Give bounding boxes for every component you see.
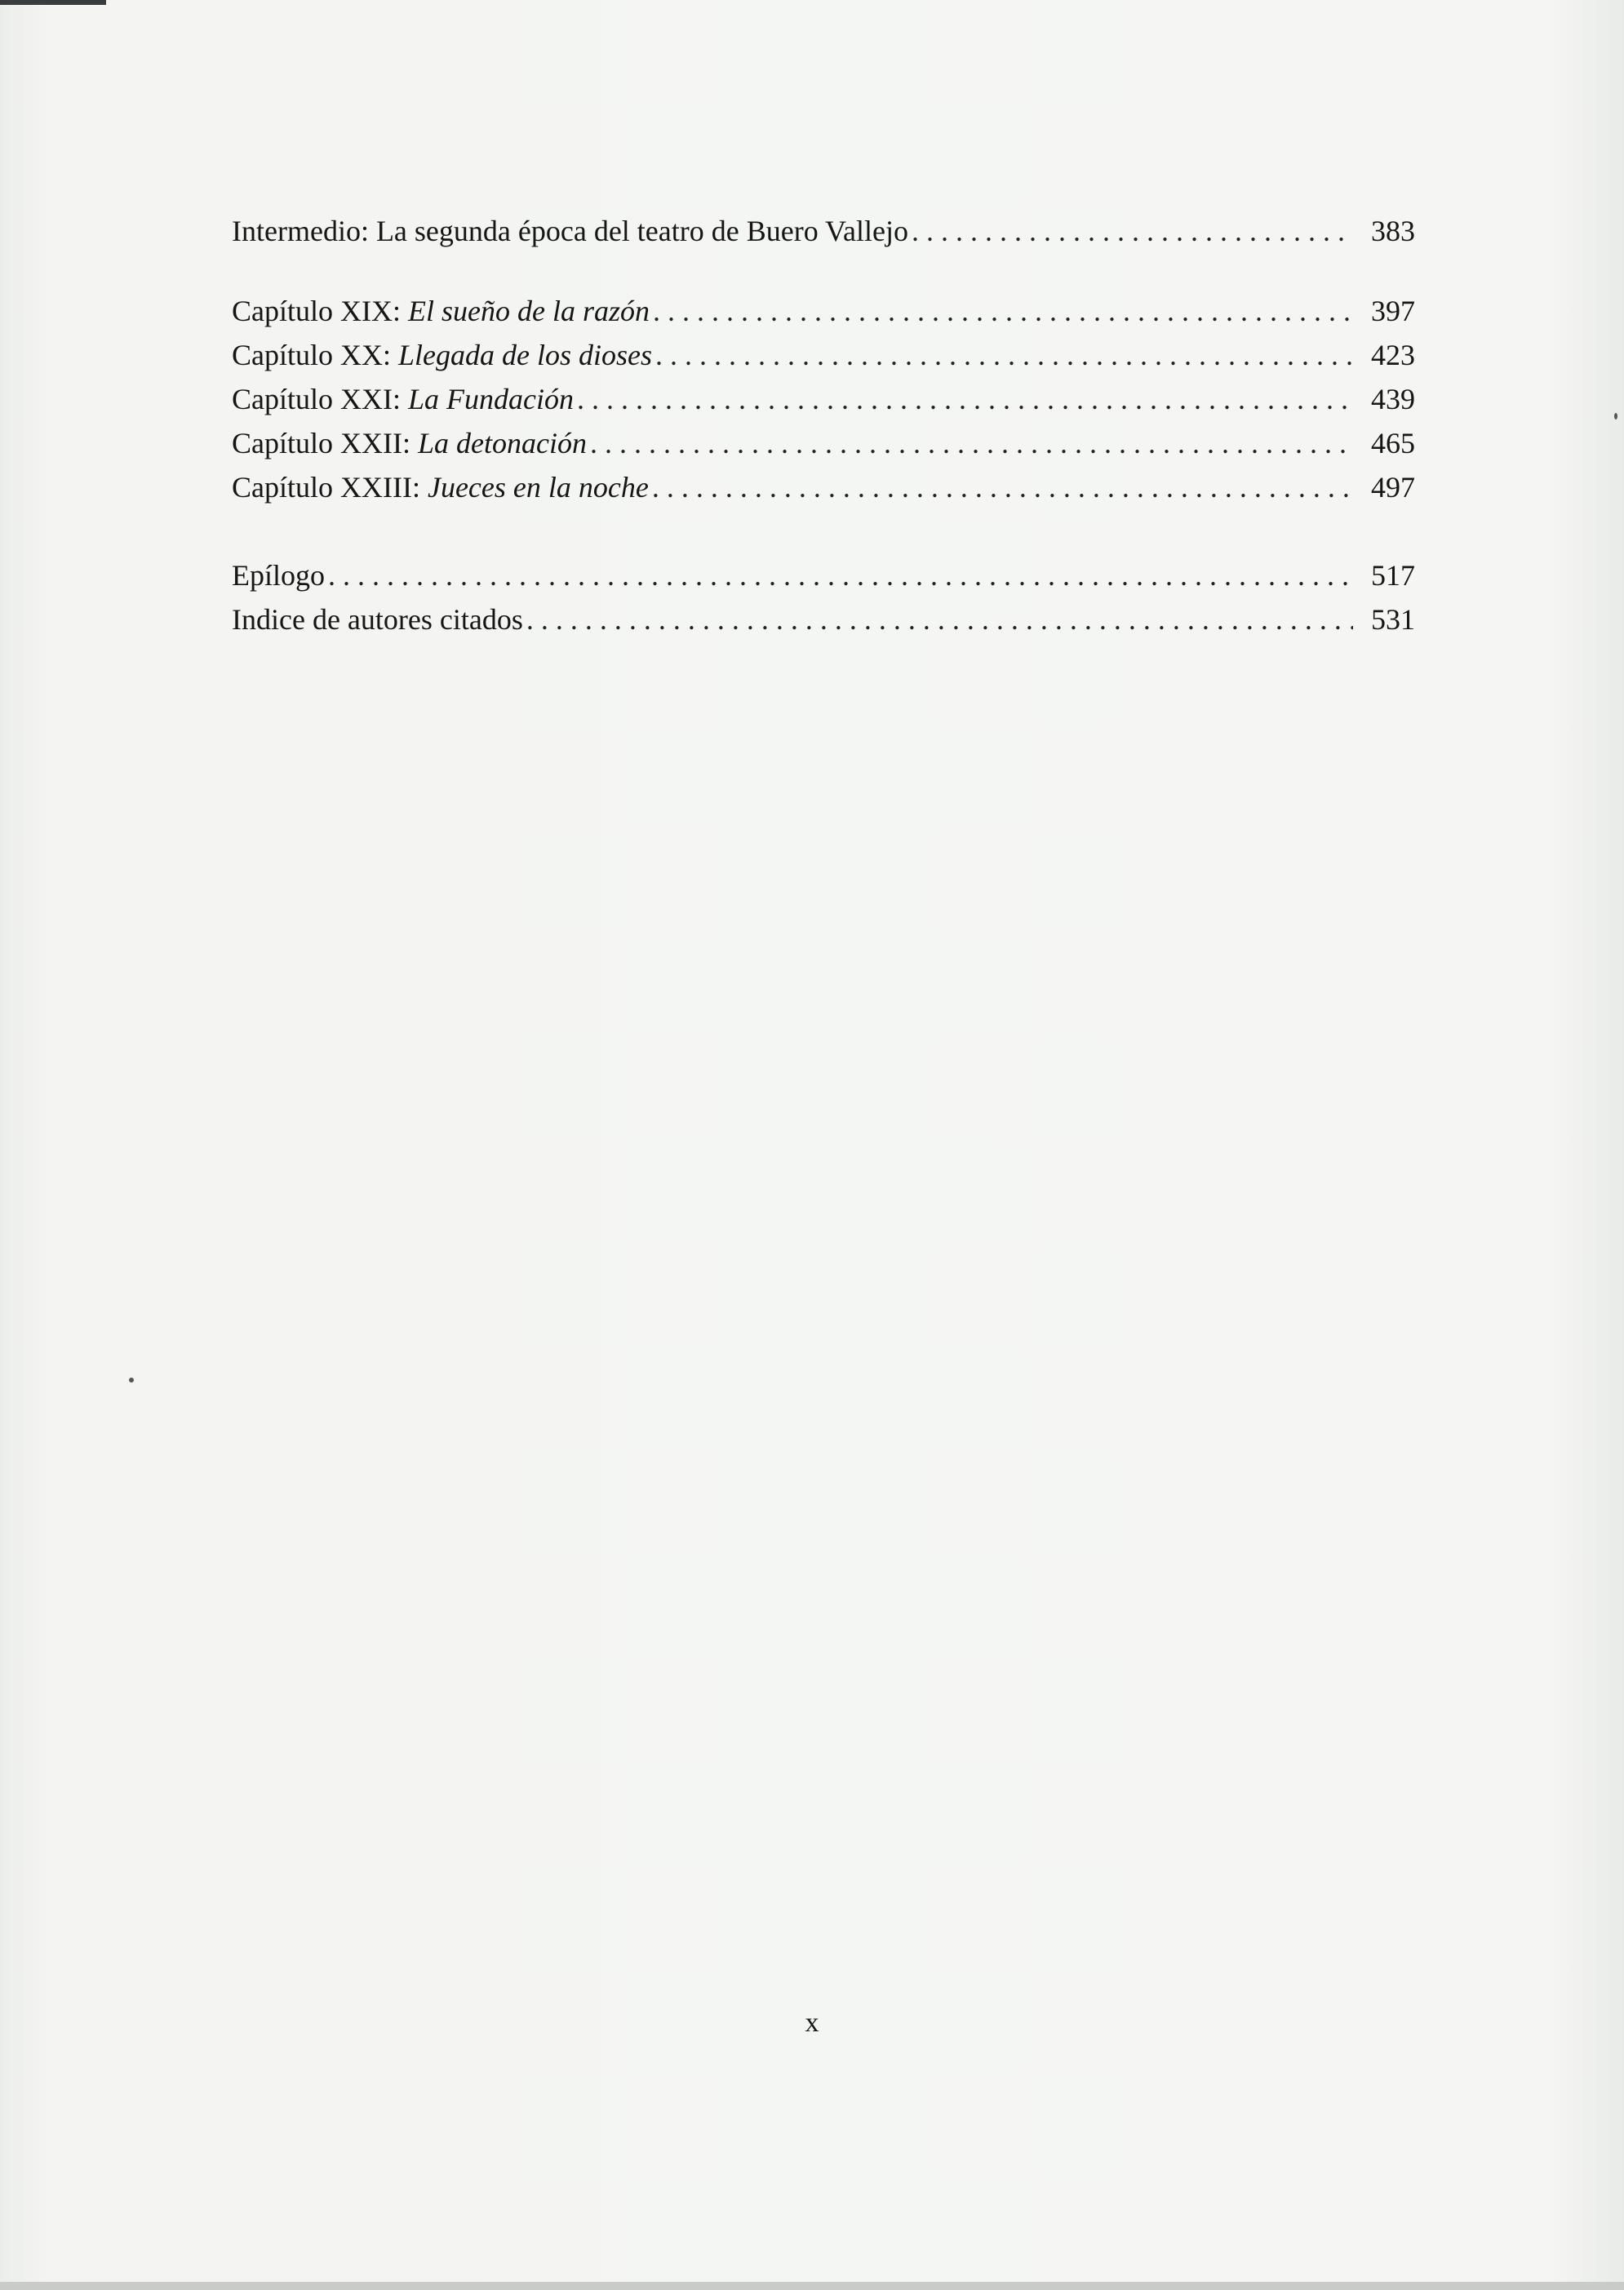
section-gap bbox=[232, 509, 1415, 553]
toc-entry-intermedio bbox=[232, 209, 1415, 253]
toc-entry-chapter-21 bbox=[232, 377, 1415, 421]
dot-leader bbox=[655, 333, 1353, 377]
dot-leader bbox=[577, 377, 1353, 421]
dot-leader bbox=[590, 421, 1353, 465]
toc-entry-indice-autores bbox=[232, 597, 1415, 641]
toc-entry-page: 531 bbox=[1371, 603, 1415, 636]
toc-entry-chapter-22 bbox=[232, 421, 1415, 465]
toc-entry-label: Capítulo XIX: bbox=[232, 295, 408, 327]
toc-entry-label: Indice de autores citados bbox=[232, 603, 523, 636]
paper-speck bbox=[1614, 413, 1617, 419]
toc-entry-title: El sueño de la razón bbox=[407, 295, 650, 327]
toc-entry-chapter-23 bbox=[232, 465, 1415, 509]
toc-entry-label: Capítulo XXI: bbox=[232, 383, 408, 415]
dot-leader bbox=[653, 289, 1353, 333]
paper-speck bbox=[129, 1378, 134, 1382]
scan-edge bbox=[0, 0, 106, 5]
toc-entry-epilogo bbox=[232, 553, 1415, 597]
toc-entry-label: Capítulo XX: bbox=[232, 339, 398, 371]
toc-entry-page: 397 bbox=[1371, 295, 1415, 327]
table-of-contents bbox=[232, 209, 1415, 641]
dot-leader bbox=[526, 597, 1353, 641]
toc-entry-page: 439 bbox=[1371, 383, 1415, 415]
toc-entry-page: 497 bbox=[1371, 471, 1415, 504]
toc-entry-label: Epílogo bbox=[232, 559, 325, 592]
toc-entry-title: La Fundación bbox=[407, 383, 574, 415]
toc-entry-title: La detonación bbox=[417, 427, 587, 459]
dot-leader bbox=[912, 209, 1353, 253]
section-gap bbox=[232, 253, 1415, 289]
toc-entry-chapter-20 bbox=[232, 333, 1415, 377]
toc-entry-label: Capítulo XXII: bbox=[232, 427, 418, 459]
toc-entry-title: Llegada de los dioses bbox=[398, 339, 652, 371]
scan-edge-bottom bbox=[0, 2282, 1624, 2290]
toc-entry-page: 423 bbox=[1371, 339, 1415, 371]
toc-entry-page: 383 bbox=[1371, 215, 1415, 247]
page-number: x bbox=[805, 2008, 819, 2038]
toc-entry-title: Jueces en la noche bbox=[427, 471, 649, 504]
toc-entry-page: 465 bbox=[1371, 427, 1415, 459]
toc-entry-chapter-19 bbox=[232, 289, 1415, 333]
dot-leader bbox=[328, 553, 1353, 597]
toc-entry-label: Capítulo XXIII: bbox=[232, 471, 428, 504]
toc-entry-label: Intermedio: La segunda época del teatro de Buero Vallejo bbox=[232, 215, 909, 247]
toc-entry-page: 517 bbox=[1371, 559, 1415, 592]
dot-leader bbox=[652, 465, 1353, 509]
